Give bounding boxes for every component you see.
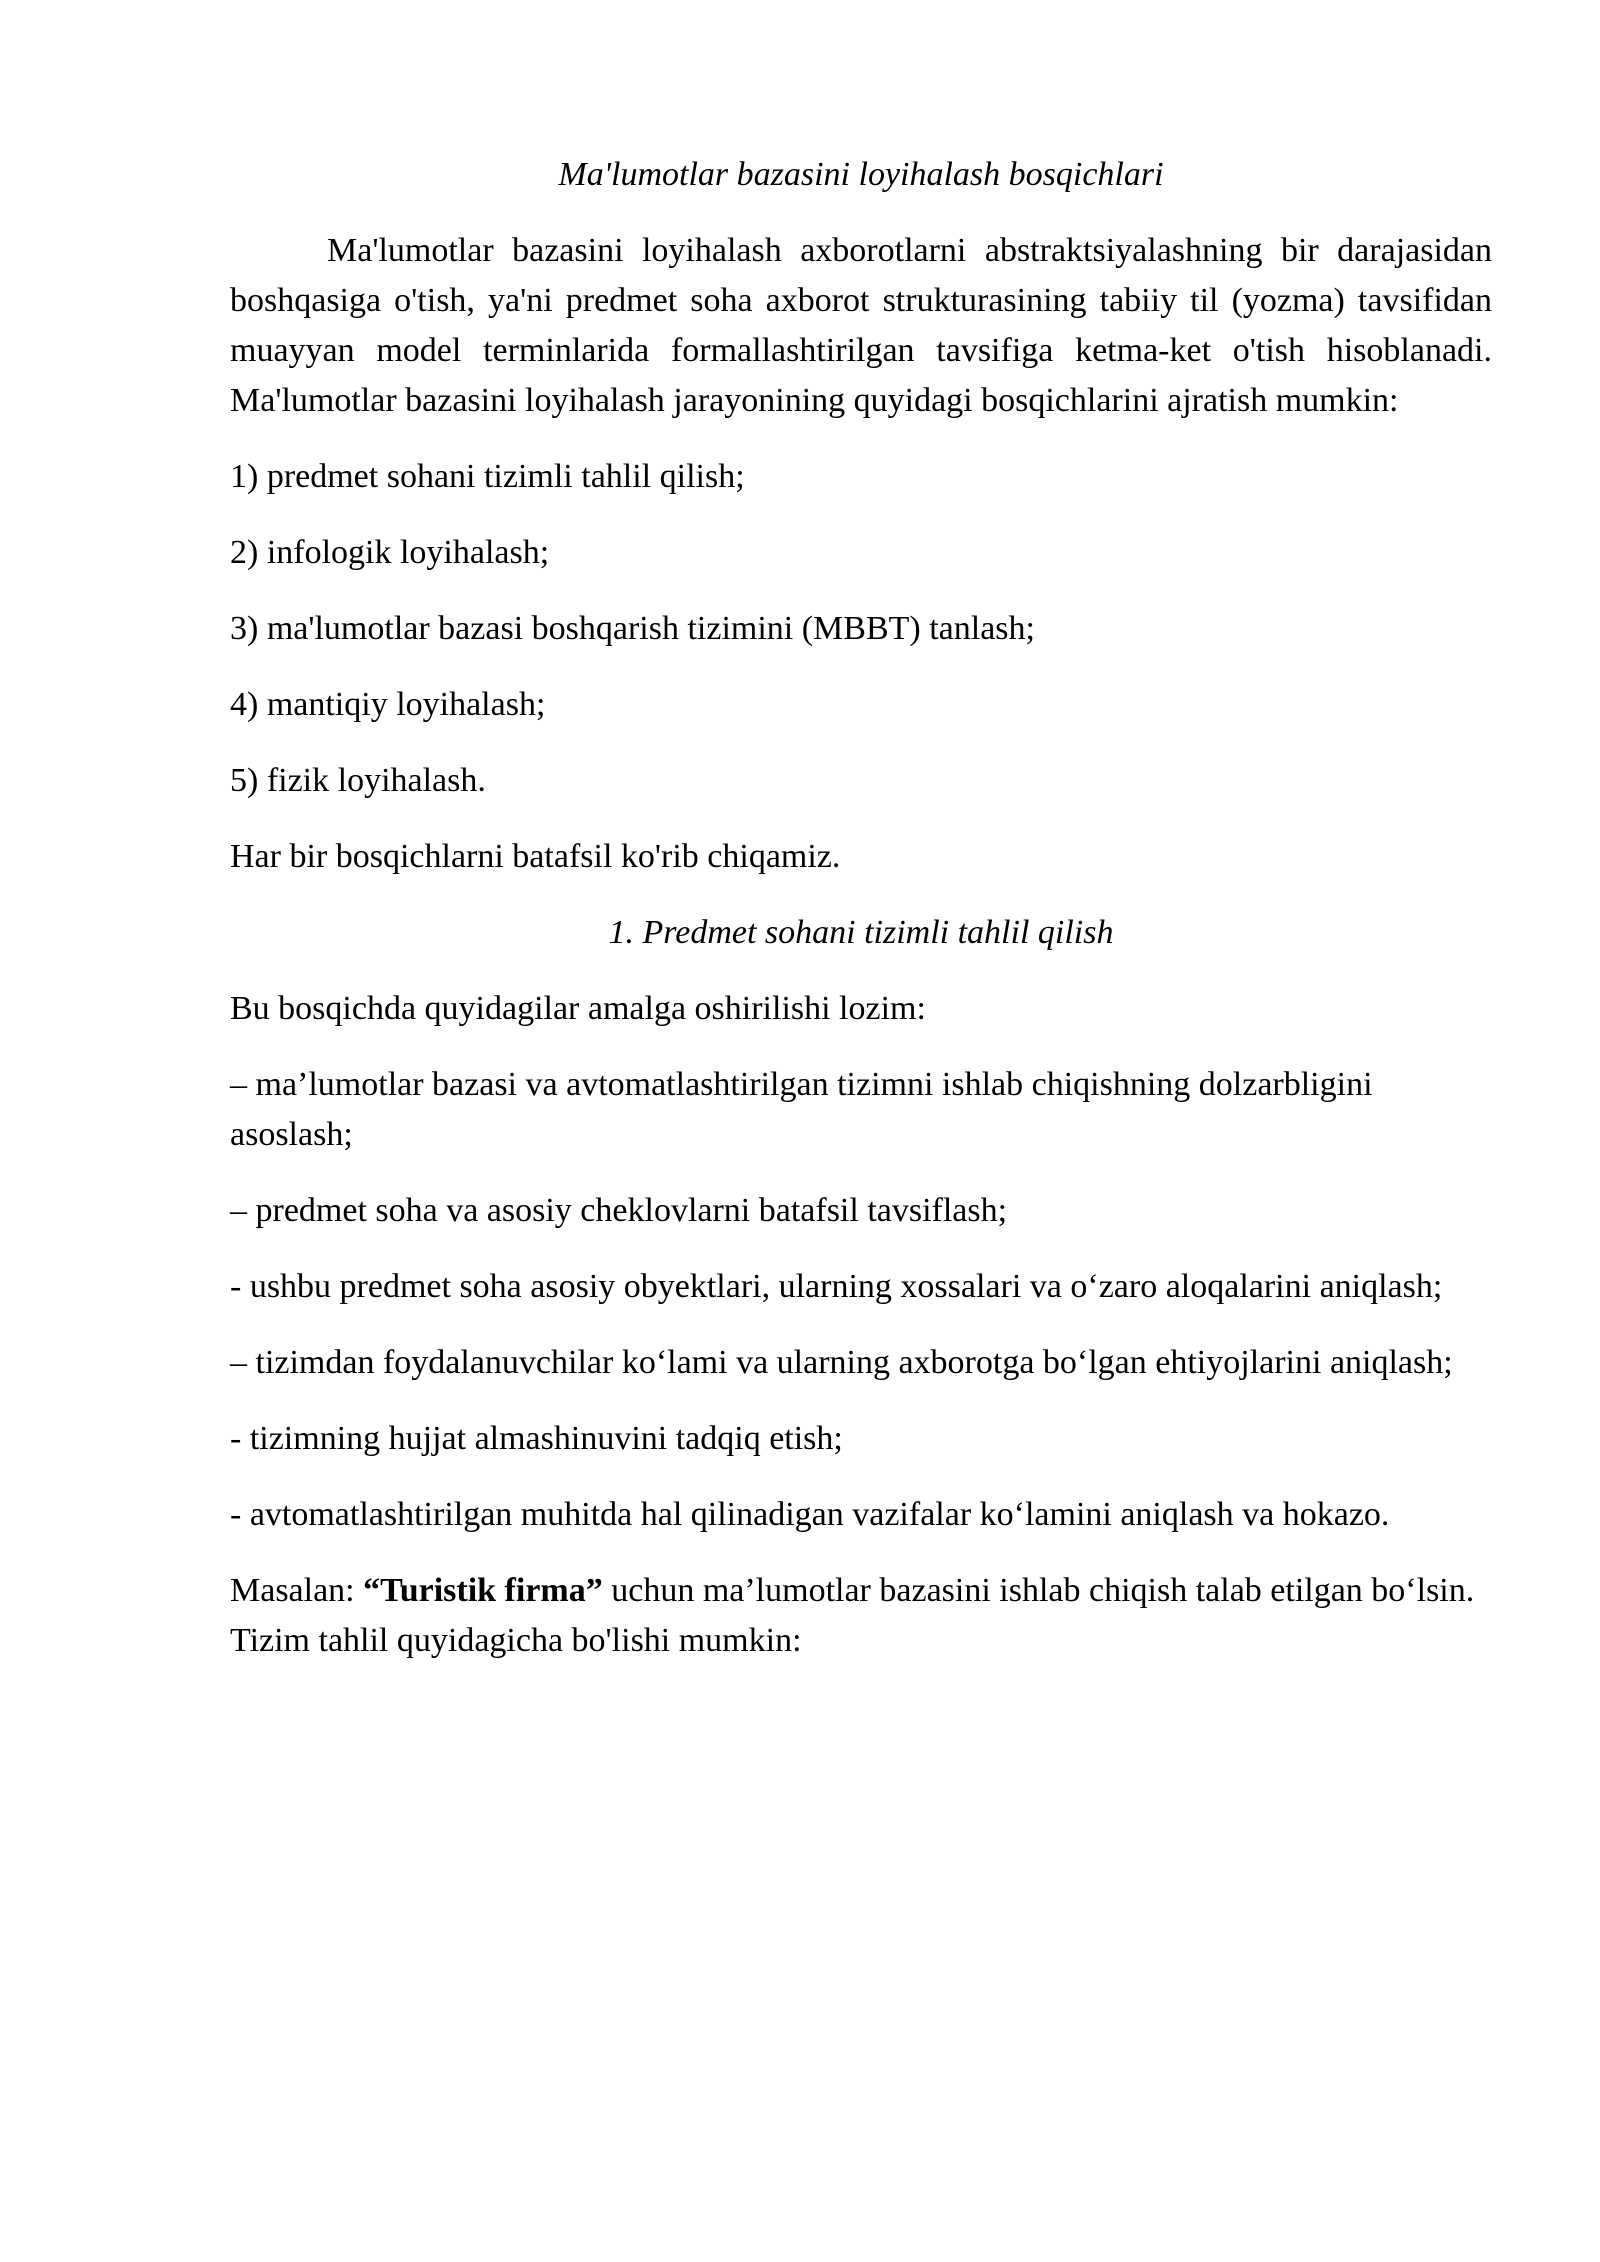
- review-sentence: Har bir bosqichlarni batafsil ko'rib chiqamiz.: [230, 838, 841, 875]
- stage-item: 5) fizik loyihalash.: [230, 762, 486, 799]
- task-item: – tizimdan foydalanuvchilar ko‘lami va ularning axborotga bo‘lgan ehtiyojlarini aniqlash;: [230, 1344, 1453, 1381]
- section-title: 1. Predmet sohani tizimli tahlil qilish: [608, 914, 1114, 951]
- example-prefix: Masalan:: [230, 1572, 364, 1609]
- example-paragraph: [230, 1566, 1492, 1666]
- document-title: Ma'lumotlar bazasini loyihalash bosqichlari: [558, 156, 1164, 193]
- document-body: [230, 150, 1492, 1692]
- section-lead: Bu bosqichda quyidagilar amalga oshirilishi lozim:: [230, 990, 926, 1027]
- task-item: – ma’lumotlar bazasi va avtomatlashtirilgan tizimni ishlab chiqishning dolzarbligini asoslash;: [230, 1066, 1373, 1153]
- example-rest: uchun ma’lumotlar bazasini ishlab chiqish talab etilgan bo‘lsin. Tizim tahlil quyidagicha bo'lishi mumkin:: [230, 1572, 1475, 1659]
- task-item: - ushbu predmet soha asosiy obyektlari, ularning xossalari va o‘zaro aloqalarini aniqlash;: [230, 1268, 1443, 1305]
- intro-paragraph: Ma'lumotlar bazasini loyihalash axborotlarni abstraktsiyalashning bir darajasidan boshqasiga o'tish, ya'ni predmet soha axborot strukturasining tabiiy til (yozma) tavsifidan muayyan model terminlarida formallashtirilgan tavsifiga ketma-ket o'tish hisoblanadi. Ma'lumotlar bazasini loyihalash jarayonining quyidagi bosqichlarini ajratish mumkin:: [230, 232, 1492, 419]
- stage-item: 4) mantiqiy loyihalash;: [230, 686, 546, 723]
- stage-item: 3) ma'lumotlar bazasi boshqarish tizimini (MBBT) tanlash;: [230, 610, 1035, 647]
- task-item: - avtomatlashtirilgan muhitda hal qilinadigan vazifalar ko‘lamini aniqlash va hokazo.: [230, 1496, 1390, 1533]
- task-item: – predmet soha va asosiy cheklovlarni batafsil tavsiflash;: [230, 1192, 1008, 1229]
- stage-item: 1) predmet sohani tizimli tahlil qilish;: [230, 458, 745, 495]
- task-item: - tizimning hujjat almashinuvini tadqiq etish;: [230, 1420, 843, 1457]
- stage-item: 2) infologik loyihalash;: [230, 534, 550, 571]
- example-firm-name: “Turistik firma”: [363, 1572, 603, 1609]
